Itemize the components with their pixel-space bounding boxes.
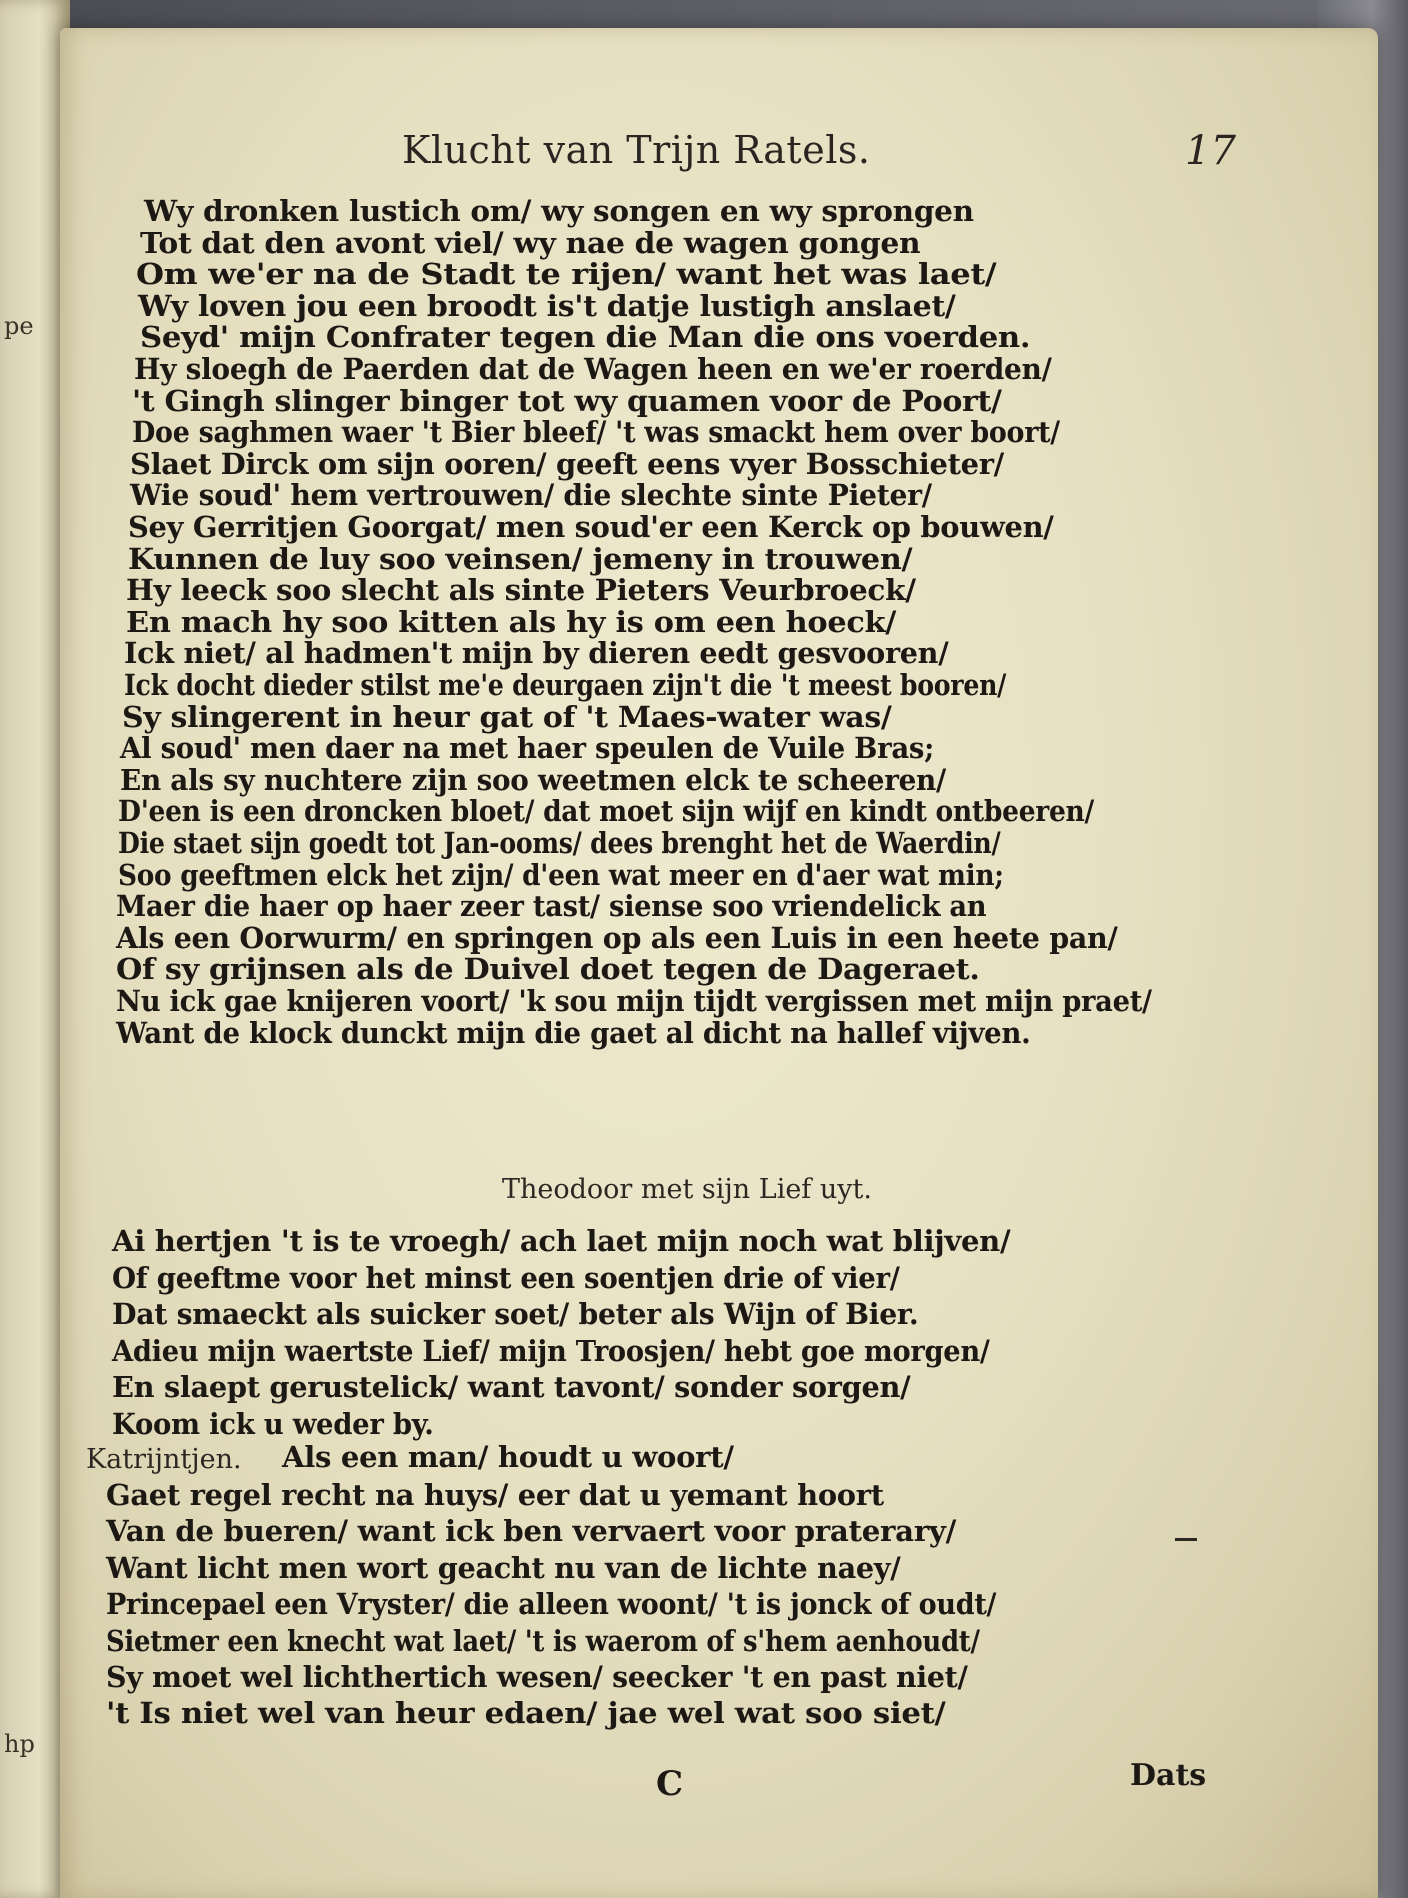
verse-line: Van de bueren/ want ick ben vervaert voor praterary/ [106, 1514, 956, 1549]
verse-line: Ick niet/ al hadmen't mijn by dieren eedt gesvooren/ [124, 636, 949, 671]
facing-page-fragment: pe [4, 312, 34, 340]
verse-line: Hy leeck soo slecht als sinte Pieters Veurbroeck/ [126, 573, 916, 608]
verse-line: Ai hertjen 't is te vroegh/ ach laet mijn noch wat blijven/ [112, 1224, 1011, 1258]
verse-line: Sietmer een knecht wat laet/ 't is waerom of s'hem aenhoudt/ [106, 1623, 980, 1658]
verse-line: En mach hy soo kitten als hy is om een hoeck/ [126, 604, 896, 639]
book-page [60, 28, 1378, 1898]
verse-line: Wie soud' hem vertrouwen/ die slechte sinte Pieter/ [130, 478, 932, 513]
verse-line: Als een Oorwurm/ en springen op als een Luis in een heete pan/ [116, 920, 1118, 955]
facing-page-fragment: hp [4, 1730, 35, 1758]
page-number: 17 [1185, 128, 1236, 174]
verse-line: Koom ick u weder by. [112, 1407, 434, 1441]
verse-line: Sey Gerritjen Goorgat/ men soud'er een Kerck op bouwen/ [128, 510, 1054, 544]
verse-line: Om we'er na de Stadt te rijen/ want het was laet/ [136, 257, 997, 292]
verse-line: Gaet regel recht na huys/ eer dat u yemant hoort [106, 1478, 884, 1512]
verse-line: Nu ick gae knijeren voort/ 'k sou mijn tijdt vergissen met mijn praet/ [116, 984, 1152, 1018]
verse-line: Wy dronken lustich om/ wy songen en wy sprongen [144, 194, 974, 228]
verse-line: Ick docht dieder stilst me'e deurgaen zijn't die 't meest booren/ [124, 668, 1007, 702]
verse-line: Princepael een Vryster/ die alleen woont/ 't is jonck of oudt/ [106, 1587, 997, 1622]
verse-line: Hy sloegh de Paerden dat de Wagen heen en we'er roerden/ [134, 352, 1052, 386]
verse-line: Sy moet wel lichthertich wesen/ seecker 't en past niet/ [106, 1660, 968, 1694]
verse-line: Dat smaeckt als suicker soet/ beter als Wijn of Bier. [112, 1297, 919, 1332]
verse-line: Slaet Dirck om sijn ooren/ geeft eens vyer Bosschieter/ [130, 446, 1004, 481]
verse-line: 't Gingh slinger binger tot wy quamen voor de Poort/ [132, 383, 1002, 418]
verse-line: Soo geeftmen elck het zijn/ d'een wat meer en d'aer wat min; [118, 857, 1004, 892]
verse-line: Seyd' mijn Confrater tegen die Man die ons voerden. [140, 320, 1031, 355]
running-title: Klucht van Trijn Ratels. [402, 128, 871, 172]
stage-direction: Theodoor met sijn Lief uyt. [502, 1174, 872, 1205]
verse-line: Of sy grijnsen als de Duivel doet tegen de Dageraet. [116, 952, 980, 987]
verse-line: Want licht men wort geacht nu van de lichte naey/ [106, 1550, 901, 1585]
verse-line: Maer die haer op haer zeer tast/ siense soo vriendelick an [116, 889, 987, 924]
verse-line: Tot dat den avont viel/ wy nae de wagen gongen [140, 225, 921, 260]
verse-line: Want de klock dunckt mijn die gaet al dicht na hallef vijven. [116, 1015, 1031, 1050]
catchword: Dats [1130, 1758, 1207, 1793]
verse-line: Kunnen de luy soo veinsen/ jemeny in trouwen/ [128, 541, 913, 576]
verse-line: D'een is een droncken bloet/ dat moet sijn wijf en kindt ontbeeren/ [118, 794, 1094, 829]
verse-line: Die staet sijn goedt tot Jan-ooms/ dees brenght het de Waerdin/ [118, 826, 1001, 860]
verse-line: En als sy nuchtere zijn soo weetmen elck te scheeren/ [120, 762, 946, 797]
verse-line: Of geeftme voor het minst een soentjen drie of vier/ [112, 1260, 900, 1295]
verse-line: Adieu mijn waertste Lief/ mijn Troosjen/ hebt goe morgen/ [112, 1333, 990, 1368]
signature-mark: C [656, 1764, 684, 1804]
verse-line: Al soud' men daer na met haer speulen de Vuile Bras; [120, 731, 935, 766]
verse-line: Doe saghmen waer 't Bier bleef/ 't was smackt hem over boort/ [132, 415, 1060, 450]
verse-line: Als een man/ houdt u woort/ [282, 1440, 734, 1474]
verse-line: Wy loven jou een broodt is't datje lustigh anslaet/ [138, 288, 956, 323]
verse-line: En slaept gerustelick/ want tavont/ sonder sorgen/ [112, 1370, 911, 1405]
margin-mark [1175, 1538, 1197, 1541]
verse-line: Sy slingerent in heur gat of 't Maes-water was/ [122, 699, 892, 734]
verse-line: 't Is niet wel van heur edaen/ jae wel wat soo siet/ [106, 1696, 946, 1731]
speaker-name: Katrijntjen. [86, 1444, 242, 1475]
